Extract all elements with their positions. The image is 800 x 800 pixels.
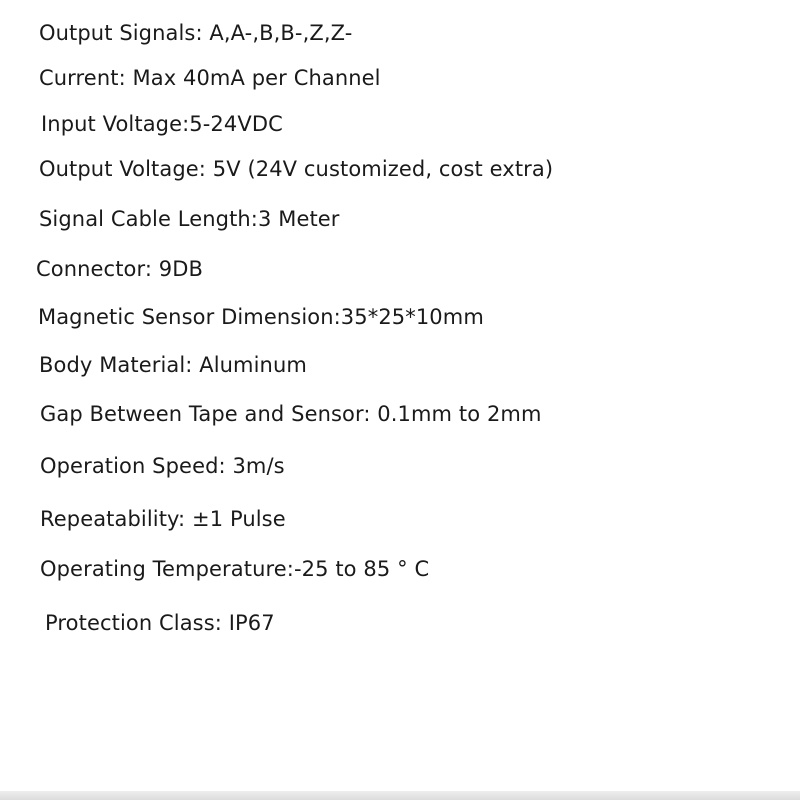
- spec-gap: Gap Between Tape and Sensor: 0.1mm to 2mm: [40, 402, 542, 426]
- spec-body-material: Body Material: Aluminum: [39, 353, 307, 377]
- spec-input-voltage: Input Voltage:5-24VDC: [41, 112, 283, 136]
- spec-current: Current: Max 40mA per Channel: [39, 66, 381, 90]
- bottom-divider: [0, 791, 800, 800]
- spec-connector: Connector: 9DB: [36, 257, 204, 281]
- spec-operation-speed: Operation Speed: 3m/s: [40, 454, 285, 478]
- spec-output-signals: Output Signals: A,A-,B,B-,Z,Z-: [39, 21, 353, 45]
- spec-operating-temperature: Operating Temperature:-25 to 85 ° C: [40, 557, 430, 581]
- spec-protection-class: Protection Class: IP67: [45, 611, 275, 635]
- spec-sensor-dimension: Magnetic Sensor Dimension:35*25*10mm: [38, 305, 484, 329]
- spec-cable-length: Signal Cable Length:3 Meter: [39, 207, 340, 231]
- spec-repeatability: Repeatability: ±1 Pulse: [40, 507, 286, 531]
- spec-output-voltage: Output Voltage: 5V (24V customized, cost extra): [39, 157, 554, 181]
